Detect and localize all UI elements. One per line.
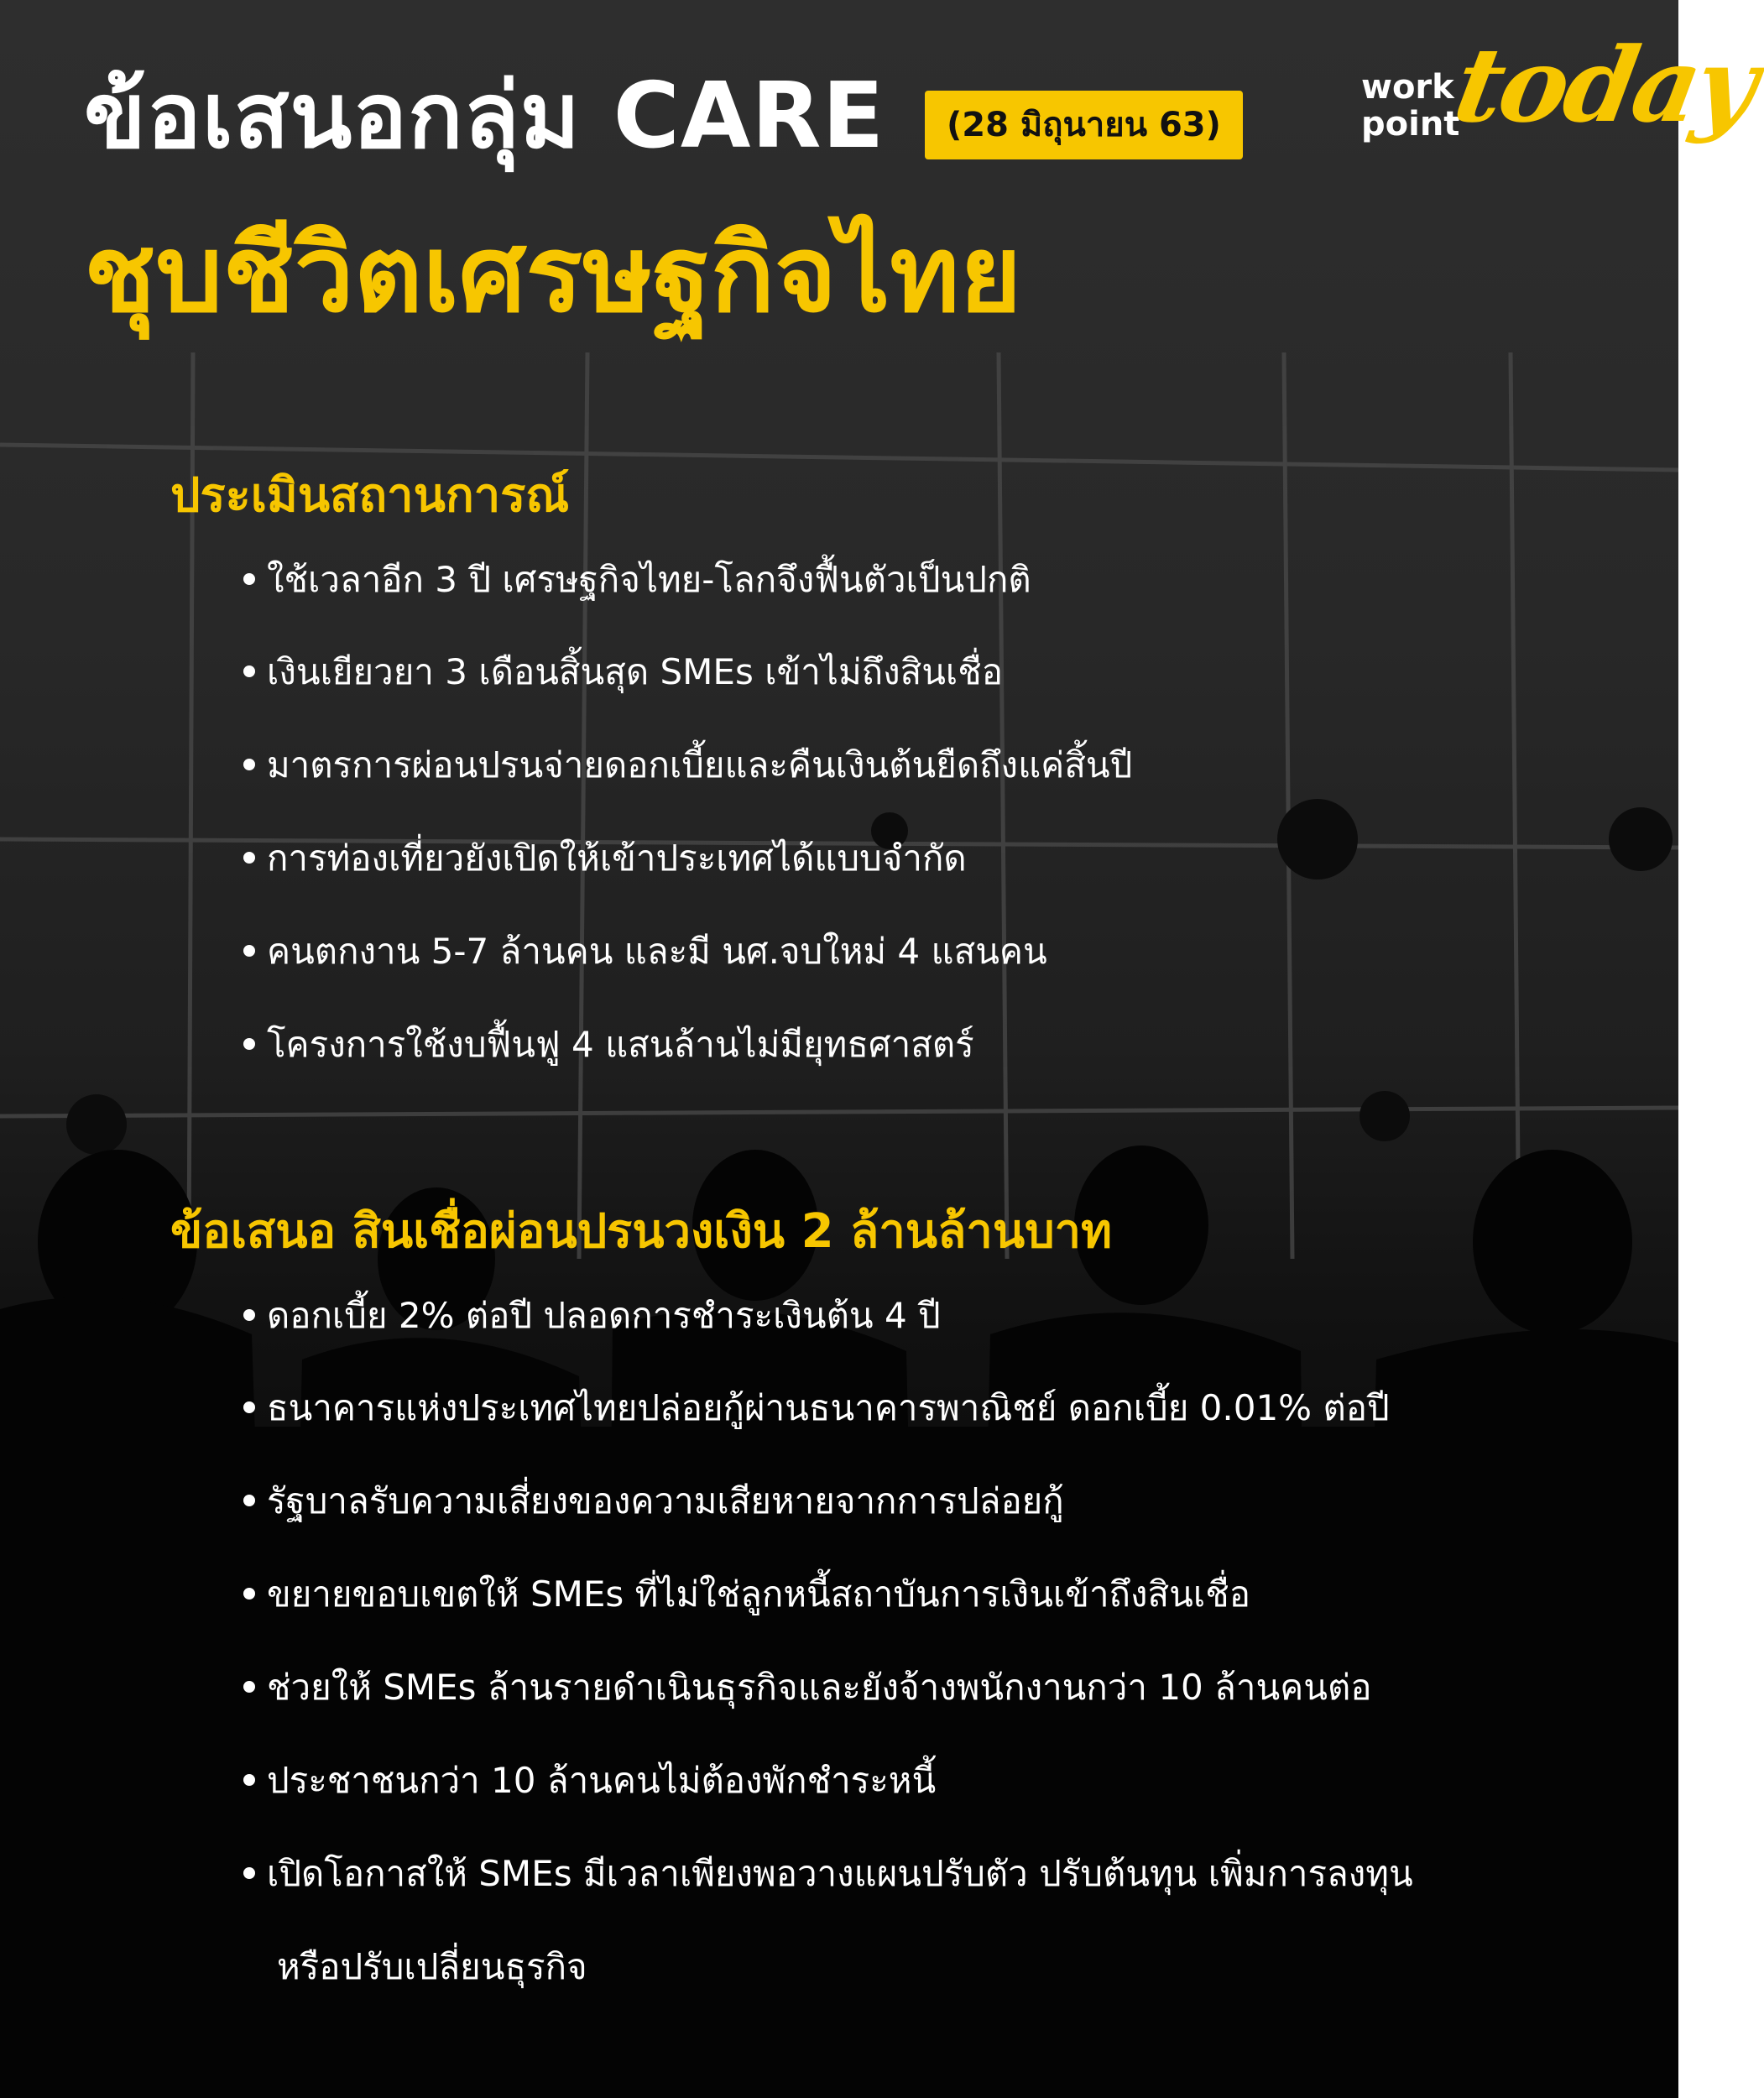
list-item: ประชาชนกว่า 10 ล้านคนไม่ต้องพักชำระหนี้	[243, 1759, 936, 1803]
bullet-dot-icon	[243, 1495, 255, 1506]
bullet-dot-icon	[243, 1681, 255, 1693]
bullet-dot-icon	[243, 1867, 255, 1879]
bullet-dot-icon	[243, 573, 255, 585]
list-item: รัฐบาลรับความเสี่ยงของความเสียหายจากการปล่อยกู้	[243, 1480, 1064, 1524]
date-badge: (28 มิถุนายน 63)	[925, 91, 1243, 159]
bullet-dot-icon	[243, 1588, 255, 1600]
bullet-dot-icon	[243, 1774, 255, 1786]
list-item: เงินเยียวยา 3 เดือนสิ้นสุด SMEs เข้าไม่ถึงสินเชื่อ	[243, 650, 1003, 695]
logo-today-script: today	[1446, 24, 1764, 145]
page-subtitle: ชุบชีวิตเศรษฐกิจไทย	[84, 212, 1022, 336]
list-item: มาตรการผ่อนปรนจ่ายดอกเบี้ยและคืนเงินต้นยืดถึงแค่สิ้นปี	[243, 744, 1132, 788]
bullet-dot-icon	[243, 1309, 255, 1321]
section-title-proposal: ข้อเสนอ สินเชื่อผ่อนปรนวงเงิน 2 ล้านล้านบาท	[170, 1204, 1113, 1259]
page-title: ข้อเสนอกลุ่ม CARE	[84, 64, 885, 169]
section-title-assessment: ประเมินสถานการณ์	[170, 468, 570, 523]
list-item: คนตกงาน 5-7 ล้านคน และมี นศ.จบใหม่ 4 แสนคน	[243, 930, 1047, 974]
list-item: ดอกเบี้ย 2% ต่อปี ปลอดการชำระเงินต้น 4 ปี	[243, 1294, 941, 1339]
list-item: ธนาคารแห่งประเทศไทยปล่อยกู้ผ่านธนาคารพาณิชย์ ดอกเบี้ย 0.01% ต่อปี	[243, 1386, 1390, 1431]
bullet-dot-icon	[243, 945, 255, 957]
bullet-dot-icon	[243, 759, 255, 770]
bullet-dot-icon	[243, 1401, 255, 1413]
list-item: ขยายขอบเขตให้ SMEs ที่ไม่ใช่ลูกหนี้สถาบันการเงินเข้าถึงสินเชื่อ	[243, 1573, 1250, 1617]
list-item: เปิดโอกาสให้ SMEs มีเวลาเพียงพอวางแผนปรับตัว ปรับต้นทุน เพิ่มการลงทุน	[243, 1852, 1413, 1897]
list-item: การท่องเที่ยวยังเปิดให้เข้าประเทศได้แบบจำกัด	[243, 837, 967, 881]
logo-work-text: work	[1361, 68, 1454, 107]
list-item-continuation: หรือปรับเปลี่ยนธุรกิจ	[277, 1946, 587, 1987]
list-item: ใช้เวลาอีก 3 ปี เศรษฐกิจไทย-โลกจึงฟื้นตัวเป็นปกติ	[243, 558, 1031, 603]
bullet-dot-icon	[243, 1038, 255, 1050]
list-item: ช่วยให้ SMEs ล้านรายดำเนินธุรกิจและยังจ้างพนักงานกว่า 10 ล้านคนต่อ	[243, 1666, 1371, 1710]
list-item: โครงการใช้งบฟื้นฟู 4 แสนล้านไม่มียุทธศาสตร์	[243, 1023, 974, 1067]
bullet-dot-icon	[243, 852, 255, 864]
bullet-dot-icon	[243, 665, 255, 677]
logo-point-text: point	[1361, 105, 1460, 144]
workpoint-today-logo	[1358, 24, 1764, 193]
